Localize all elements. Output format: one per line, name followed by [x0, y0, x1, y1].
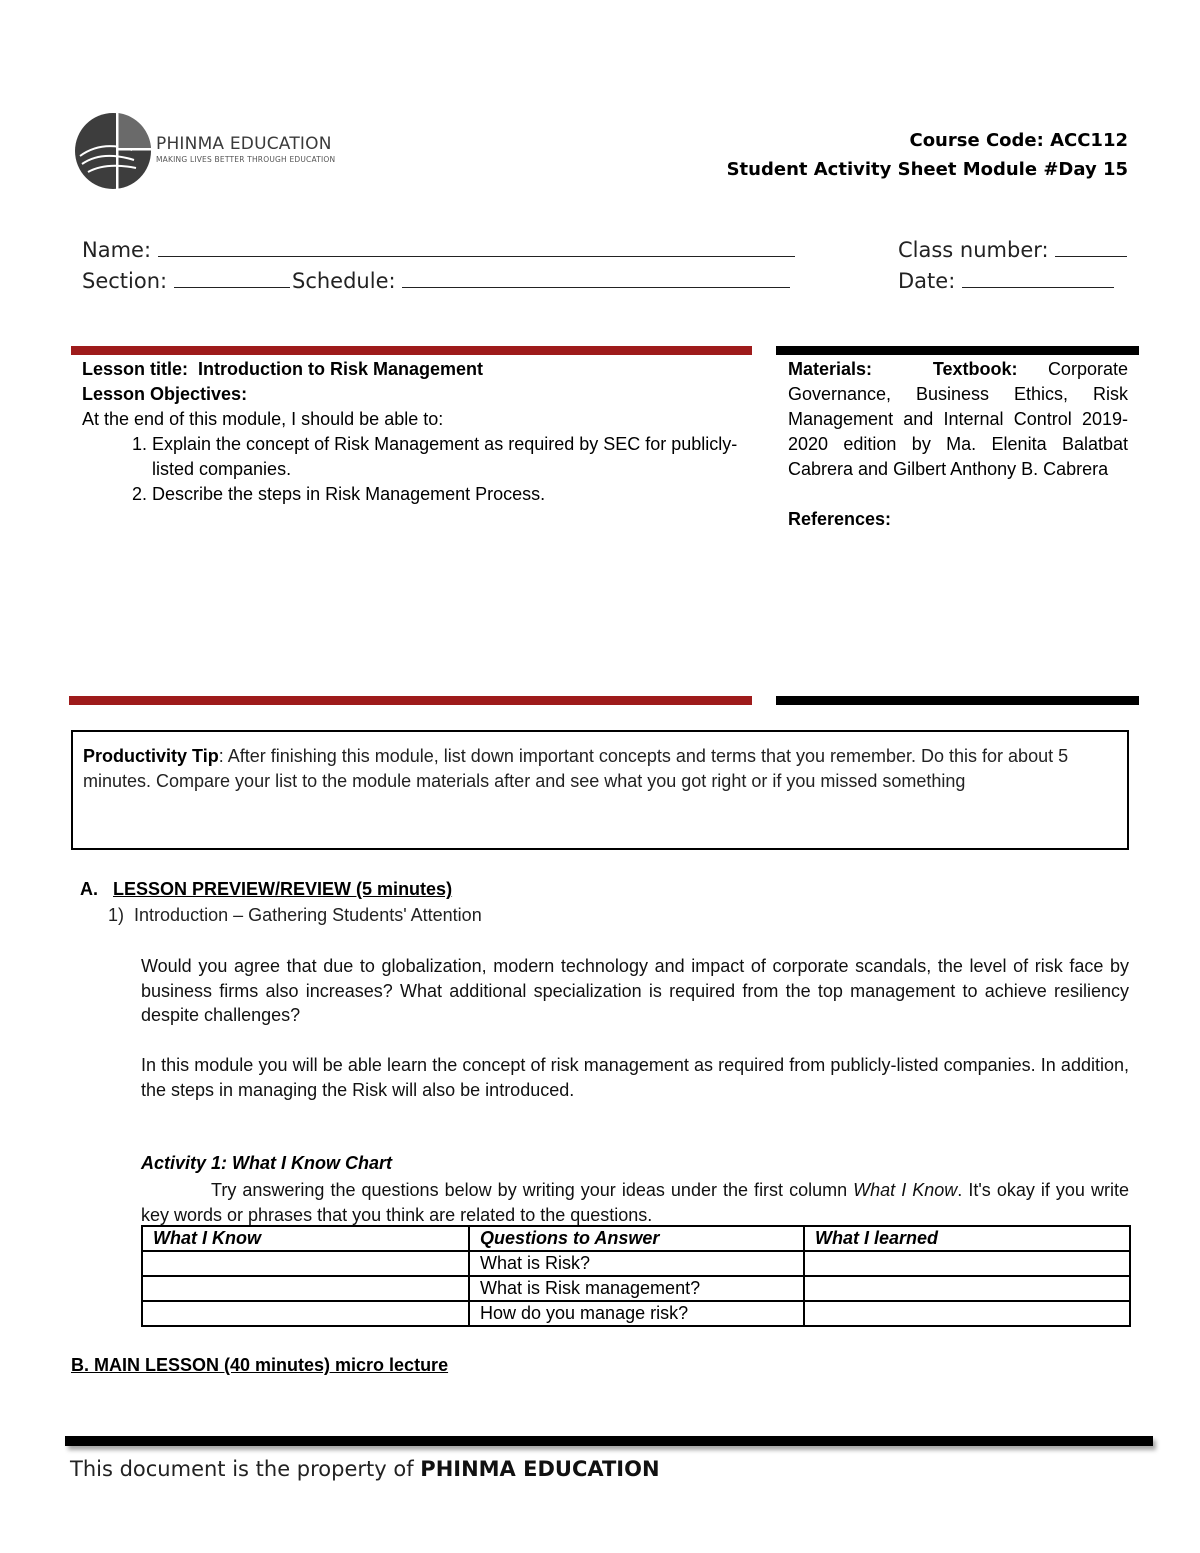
header-what-i-know: What I Know [142, 1226, 469, 1251]
lesson-title-label: Lesson title: [82, 359, 189, 379]
know-cell[interactable] [142, 1251, 469, 1276]
learned-cell[interactable] [804, 1301, 1130, 1326]
table-row [142, 1251, 1130, 1276]
instr-post: . It's okay if you write key words or phrases that you think are related to the questions. [141, 1180, 1129, 1225]
productivity-tip-label: Productivity Tip [83, 746, 219, 766]
lesson-top-bar [71, 346, 752, 355]
textbook-label: Textbook: [932, 359, 1018, 379]
objective-item: 2. Describe the steps in Risk Management Process. [152, 482, 744, 507]
name-field[interactable] [82, 236, 795, 262]
section-b-heading: B. MAIN LESSON (40 minutes) micro lecture [71, 1355, 449, 1375]
objective-item: 1. Explain the concept of Risk Management as required by SEC for publicly-listed companies. [152, 432, 744, 482]
course-code: Course Code: ACC112 [909, 130, 1128, 151]
intro-text: Introduction – Gathering Students' Attention [134, 905, 482, 925]
table-header-row [142, 1226, 1130, 1251]
section-a-heading [80, 879, 452, 900]
textbook-text: Corporate Governance, Business Ethics, Risk Management and Internal Control 2019-2020 edition by Ma. Elenita Balatbat Cabrera and Gilbert Anthony B. Cabrera [788, 359, 1128, 479]
footer [70, 1457, 660, 1481]
materials-bottom-bar [776, 696, 1139, 705]
materials-top-bar [776, 346, 1139, 355]
what-i-know-table [141, 1225, 1131, 1327]
class-number-field[interactable] [898, 236, 1127, 262]
know-cell[interactable] [142, 1301, 469, 1326]
date-line [962, 267, 1114, 288]
class-number-label: Class number: [898, 238, 1049, 262]
name-label: Name: [82, 238, 152, 262]
intro-line [108, 905, 482, 926]
lesson-objectives-label: Lesson Objectives: [82, 384, 248, 404]
section-a-paragraph-1: Would you agree that due to globalization, modern technology and impact of corporate scandals, the level of risk face by business firms also increases? What additional specialization is required from the top management to achieve resiliency despite challenges? [141, 956, 1129, 1025]
activity-instructions [141, 1178, 1129, 1227]
productivity-tip-text: : After finishing this module, list down important concepts and terms that you remember. Do this for about 5 minutes. Compare your list to the module materials after and see what you got right or if you missed something [83, 746, 1069, 791]
phinma-logo [72, 110, 342, 194]
question-cell: How do you manage risk? [469, 1301, 804, 1326]
table-row [142, 1276, 1130, 1301]
date-field[interactable] [898, 267, 1114, 293]
section-a-title: LESSON PREVIEW/REVIEW (5 minutes) [113, 879, 453, 899]
instr-pre: Try answering the questions below by writing your ideas under the first column [211, 1180, 854, 1200]
productivity-tip-box [71, 730, 1129, 850]
know-cell[interactable] [142, 1276, 469, 1301]
references-label: References: [788, 509, 892, 529]
footer-bar [65, 1436, 1153, 1446]
section-line [174, 267, 290, 288]
materials-label: Materials: [788, 359, 873, 379]
objectives-list [82, 432, 744, 507]
question-cell: What is Risk? [469, 1251, 804, 1276]
intro-number: 1) [108, 905, 125, 925]
section-a-letter: A. [80, 879, 98, 899]
materials-text [788, 357, 1128, 482]
materials-block [788, 357, 1128, 532]
section-a-paragraph-2: In this module you will be able learn the concept of risk management as required from publicly-listed companies. In addition, the steps in managing the Risk will also be introduced. [141, 1055, 1129, 1100]
learned-cell[interactable] [804, 1276, 1130, 1301]
activity-sheet-title: Student Activity Sheet Module #Day 15 [726, 159, 1128, 180]
logo-tagline: MAKING LIVES BETTER THROUGH EDUCATION [156, 155, 336, 164]
question-cell: What is Risk management? [469, 1276, 804, 1301]
learned-cell[interactable] [804, 1251, 1130, 1276]
activity-title: Activity 1: What I Know Chart [141, 1153, 393, 1173]
header-what-i-learned: What I learned [804, 1226, 1130, 1251]
section-label: Section: [82, 269, 168, 293]
logo-name: PHINMA EDUCATION [156, 134, 332, 154]
instr-em: What I Know [853, 1180, 958, 1200]
name-line [158, 236, 795, 257]
section-field[interactable] [82, 267, 290, 293]
footer-bold: PHINMA EDUCATION [420, 1457, 660, 1481]
header-questions: Questions to Answer [469, 1226, 804, 1251]
schedule-line [402, 267, 790, 288]
lesson-title-line [82, 357, 744, 382]
lesson-title: Introduction to Risk Management [198, 359, 484, 379]
lesson-bottom-bar [69, 696, 752, 705]
schedule-label: Schedule: [292, 269, 396, 293]
table-row [142, 1301, 1130, 1326]
date-label: Date: [898, 269, 956, 293]
lesson-block [82, 357, 744, 507]
class-number-line [1055, 236, 1127, 257]
objectives-intro: At the end of this module, I should be able to: [82, 409, 444, 429]
schedule-field[interactable] [292, 267, 790, 293]
logo-globe-icon [72, 110, 154, 192]
footer-text: This document is the property of [70, 1457, 421, 1481]
